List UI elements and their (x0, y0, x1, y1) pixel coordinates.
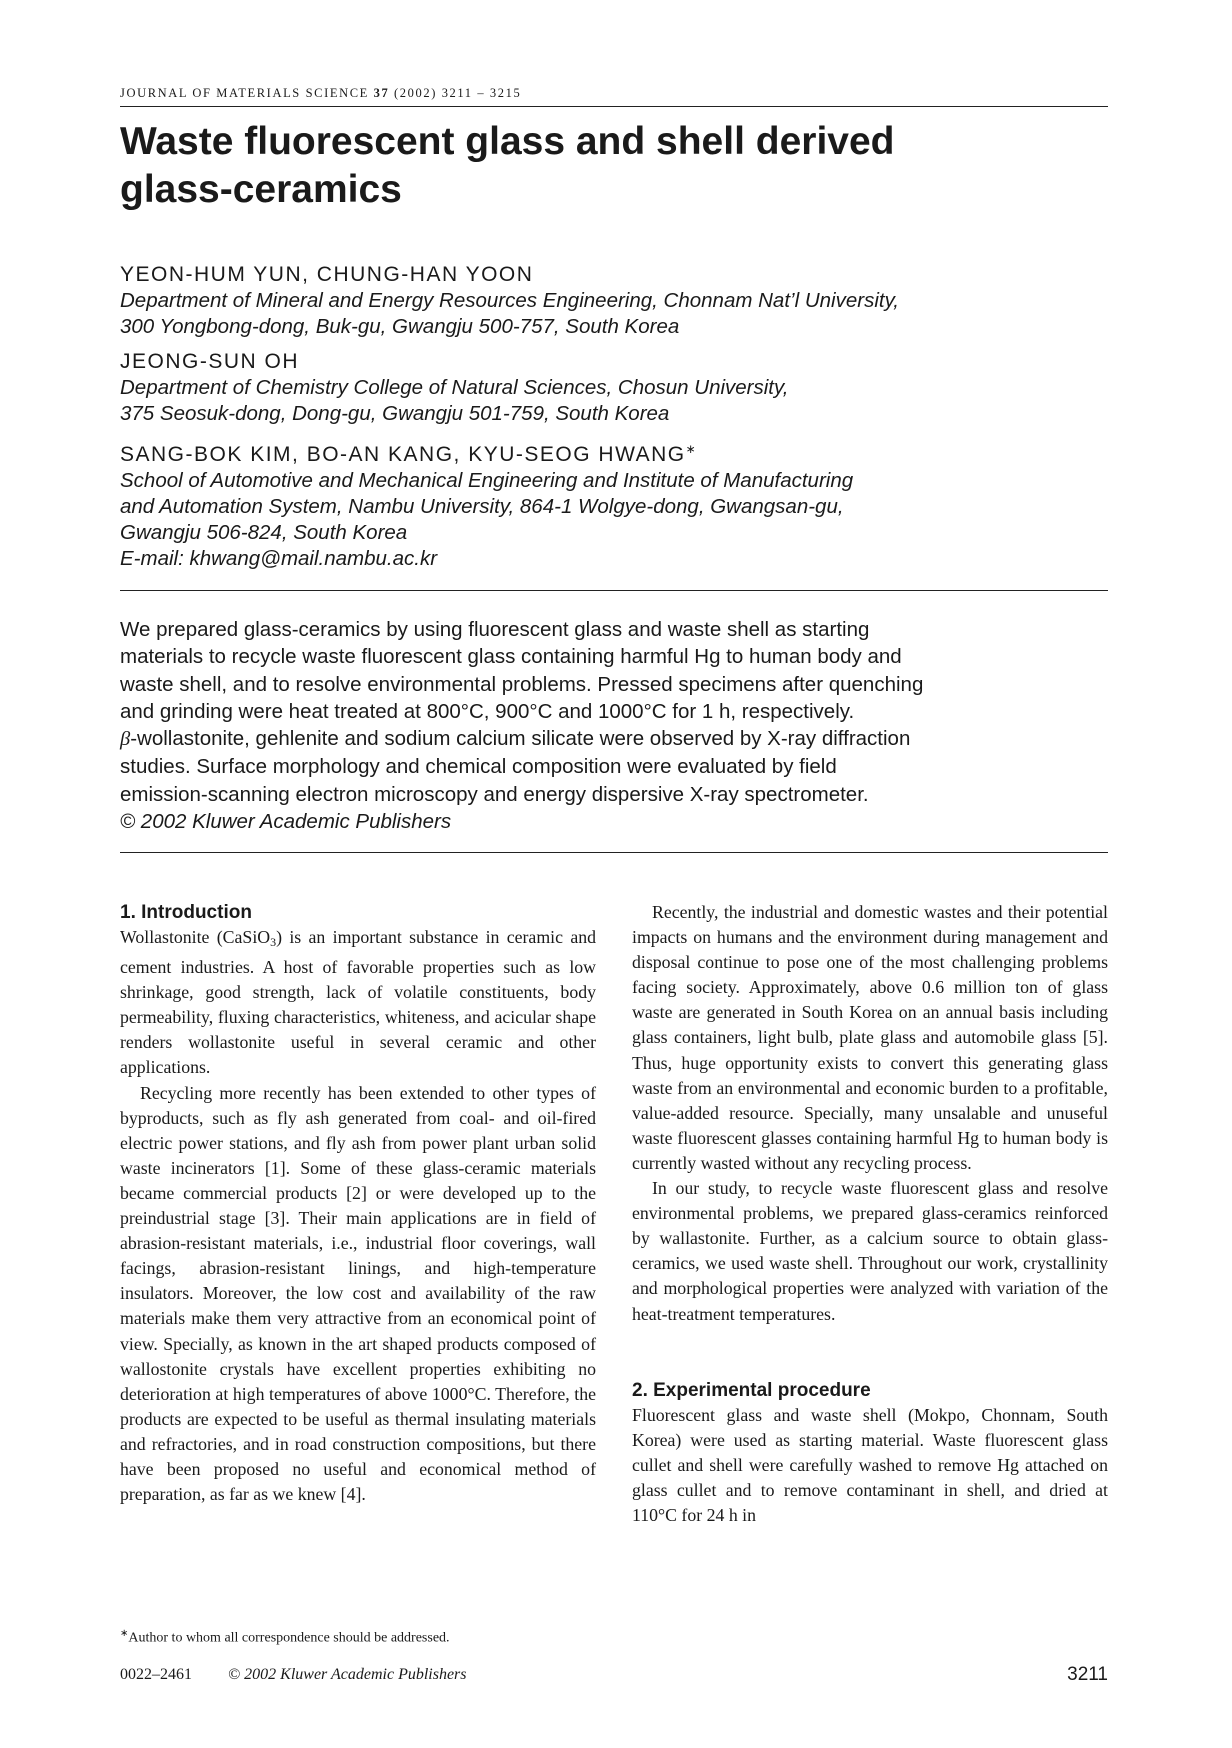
affiliation-line: Department of Chemistry College of Natural Sciences, Chosun University, (120, 376, 789, 399)
abstract-line: materials to recycle waste fluorescent glass containing harmful Hg to human body and (120, 645, 902, 669)
issn: 0022–2461 (120, 1666, 192, 1683)
subscript: 3 (270, 935, 277, 949)
abstract-line: waste shell, and to resolve environmental problems. Pressed specimens after quenching (120, 672, 924, 696)
paper-title (120, 118, 1020, 214)
journal-name: JOURNAL OF MATERIALS SCIENCE (120, 86, 369, 100)
author-names-text: SANG-BOK KIM, BO-AN KANG, KYU-SEOG HWANG (120, 443, 686, 466)
footnote-text: Author to whom all correspondence should be addressed. (128, 1630, 450, 1646)
footnote-mark: ∗ (120, 1628, 129, 1639)
corresponding-mark: ∗ (685, 442, 698, 456)
paragraph: Recycling more recently has been extended to other types of byproducts, such as fly ash generated from coal- and oil-fired electric power stations, and fly ash from power plant urban solid waste incinerators [1]. Some of these glass-ceramic materials became commercial products [2] or were developed up to the preindustrial stage [3]. Their main applications are in field of abrasion-resistant materials, i.e., industrial floor coverings, wall facings, abrasion-resistant linings, and high-temperature insulators. Moreover, the low cost and availability of the raw materials make them very attractive from an economical point of view. Specially, as known in the art shaped products composed of wallostonite crystals have excellent properties exhibiting no deterioration at high temperatures of above 1000°C. Therefore, the products are expected to be useful as thermal insulating materials and refractories, and in road construction compositions, but there have been proposed no useful and economical method of preparation, as far as we knew [4]. (120, 1082, 596, 1505)
abstract-line: emission-scanning electron microscopy and energy dispersive X-ray spectrometer. (120, 782, 869, 806)
section-heading-experimental: 2. Experimental procedure (632, 1379, 871, 1401)
author-names: YEON-HUM YUN, CHUNG-HAN YOON (120, 263, 534, 286)
affiliation-line: Department of Mineral and Energy Resources Engineering, Chonnam Nat’l University, (120, 289, 899, 312)
abstract-line: and grinding were heat treated at 800°C, 900°C and 1000°C for 1 h, respectively. (120, 699, 855, 723)
author-names (120, 436, 1108, 468)
title-line-1: Waste fluorescent glass and shell derived (120, 120, 895, 163)
affiliation-line: Gwangju 506-824, South Korea (120, 521, 408, 544)
authors-block (120, 262, 1108, 581)
paragraph-text: Wollastonite (CaSiO (120, 927, 271, 947)
affiliation-line: School of Automotive and Mechanical Engineering and Institute of Manufacturing (120, 469, 854, 492)
paragraph: In our study, to recycle waste fluorescent glass and resolve environmental problems, we prepared glass-ceramics reinforced by wallastonite. Further, as a calcium source to obtain glass-ceramics, we used waste shell. Throughout our work, crystallinity and morphological properties were analyzed with variation of the heat-treatment temperatures. (632, 1178, 1108, 1324)
section-heading-introduction: 1. Introduction (120, 902, 252, 923)
beta-symbol: β (120, 728, 131, 751)
column-left (120, 900, 596, 1507)
abstract-line (120, 725, 1108, 753)
section-spacer (632, 1327, 1108, 1378)
affiliation-line: 300 Yongbong-dong, Buk-gu, Gwangju 500-757, South Korea (120, 315, 680, 338)
journal-year-pages: (2002) 3211 – 3215 (394, 86, 522, 100)
author-group (120, 436, 1108, 572)
running-head (120, 86, 1108, 107)
journal-volume: 37 (373, 86, 390, 100)
author-group (120, 349, 1108, 427)
abstract-line: We prepared glass-ceramics by using fluorescent glass and waste shell as starting (120, 618, 870, 641)
column-right (632, 900, 1108, 1528)
title-line-2: glass-ceramics (120, 168, 402, 211)
affiliation-line: and Automation System, Nambu University, 864-1 Wolgye-dong, Gwangsan-gu, (120, 495, 844, 518)
affiliation-line: 375 Seosuk-dong, Dong-gu, Gwangju 501-759, South Korea (120, 402, 670, 425)
email-line: E-mail: khwang@mail.nambu.ac.kr (120, 547, 438, 570)
divider-bottom (120, 852, 1108, 853)
abstract-copyright: © 2002 Kluwer Academic Publishers (120, 810, 452, 834)
abstract-line: studies. Surface morphology and chemical composition were evaluated by field (120, 755, 837, 779)
footnote (120, 1628, 720, 1647)
page-number: 3211 (1067, 1664, 1108, 1685)
author-group (120, 262, 1108, 340)
abstract-line-text: -wollastonite, gehlenite and sodium calcium silicate were observed by X-ray diffraction (130, 727, 911, 751)
footer-publisher: © 2002 Kluwer Academic Publishers (228, 1666, 467, 1683)
abstract (120, 616, 1108, 835)
divider-top (120, 590, 1108, 591)
paragraph: Recently, the industrial and domestic wastes and their potential impacts on humans and the environment during management and disposal continue to pose one of the most challenging problems facing society. Approximately, above 0.6 million ton of glass waste are generated in South Korea on an annual basis including glass containers, light bulb, plate glass and automobile glass [5]. Thus, huge opportunity exists to convert this generating glass waste from an environmental and economic burden to a profitable, value-added resource. Specially, many unsalable and unuseful waste fluorescent glasses containing harmful Hg to human body is currently wasted without any recycling process. (632, 902, 1108, 1173)
paragraph-text: ) is an important substance in ceramic and cement industries. A host of favorable properties such as low shrinkage, good strength, lack of volatile constituents, body permeability, fluxing characteristics, whiteness, and acicular shape renders wollastonite useful in several ceramic and other applications. (120, 927, 596, 1078)
paragraph (120, 925, 596, 1081)
paragraph: Fluorescent glass and waste shell (Mokpo, Chonnam, South Korea) were used as starting material. Waste fluorescent glass cullet and shell were carefully washed to remove Hg attached on glass cullet and to remove contaminant in shell, and dried at 110°C for 24 h in (632, 1404, 1108, 1525)
author-names: JEONG-SUN OH (120, 350, 300, 373)
